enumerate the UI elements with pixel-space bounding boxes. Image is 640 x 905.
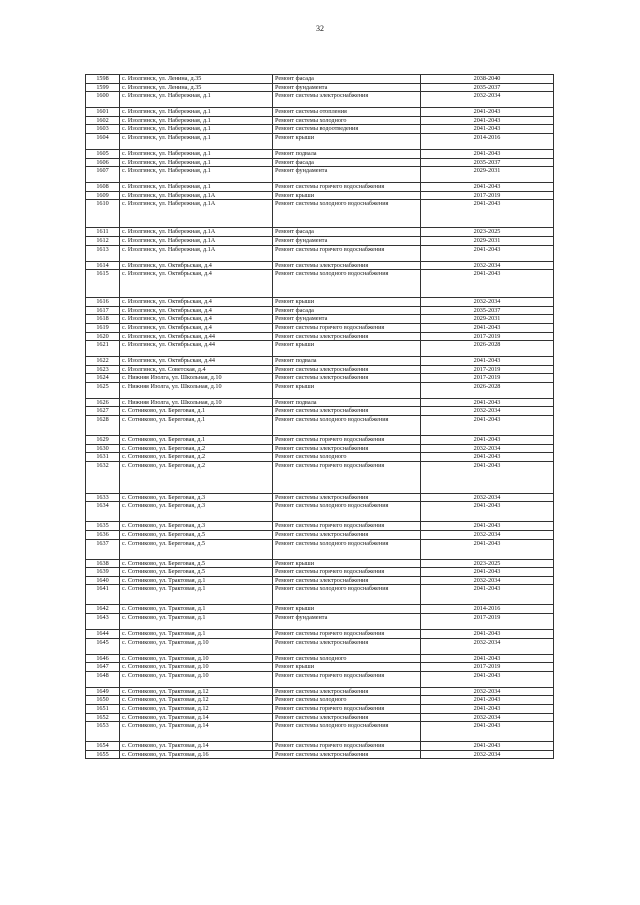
row-address: с. Изолгинск, ул. Набережная, д.1А	[120, 200, 273, 228]
row-address: с. Изолгинск, ул. Набережная, д.1	[120, 125, 273, 134]
table-row	[86, 605, 554, 614]
row-work-type: Ремонт фундамента	[273, 315, 421, 324]
row-number: 1598	[86, 75, 120, 84]
row-work-type: Ремонт системы горячего водоснабжения	[273, 671, 421, 687]
table-row	[86, 332, 554, 341]
table-row	[86, 83, 554, 92]
row-number: 1623	[86, 365, 120, 374]
row-address: с. Сотниково, ул. Трактовая, д.14	[120, 722, 273, 742]
row-work-type: Ремонт системы горячего водоснабжения	[273, 522, 421, 531]
table-row	[86, 341, 554, 357]
row-work-type: Ремонт системы отопления	[273, 108, 421, 117]
row-number: 1621	[86, 341, 120, 357]
row-address: с. Изолгинск, ул. Октябрьская, д.44	[120, 341, 273, 357]
row-number: 1610	[86, 200, 120, 228]
row-period: 2029-2031	[421, 315, 554, 324]
row-period: 2041-2043	[421, 461, 554, 493]
row-period: 2041-2043	[421, 453, 554, 462]
row-number: 1608	[86, 183, 120, 192]
row-period: 2029-2031	[421, 167, 554, 183]
row-work-type: Ремонт крыши	[273, 663, 421, 672]
table-row	[86, 228, 554, 237]
row-address: с. Изолгинск, ул. Октябрьская, д.4	[120, 261, 273, 270]
row-address: с. Сотниково, ул. Трактовая, д.1	[120, 576, 273, 585]
row-address: с. Изолгинск, ул. Набережная, д.1	[120, 116, 273, 125]
row-work-type: Ремонт системы холодного водоснабжения	[273, 502, 421, 522]
row-period: 2041-2043	[421, 416, 554, 436]
row-work-type: Ремонт фасада	[273, 158, 421, 167]
row-period: 2026-2028	[421, 341, 554, 357]
row-address: с. Сотниково, ул. Трактовая, д.10	[120, 654, 273, 663]
table-row	[86, 722, 554, 742]
row-work-type: Ремонт крыши	[273, 191, 421, 200]
row-period: 2032-2034	[421, 750, 554, 759]
table-row	[86, 382, 554, 398]
row-work-type: Ремонт системы холодного	[273, 453, 421, 462]
row-period: 2041-2043	[421, 539, 554, 559]
repair-schedule-table	[85, 74, 554, 759]
page-number: 32	[316, 24, 324, 33]
row-period: 2041-2043	[421, 704, 554, 713]
row-address: с. Нижняя Изолга, ул. Школьная, д.10	[120, 398, 273, 407]
row-period: 2032-2034	[421, 444, 554, 453]
row-number: 1650	[86, 696, 120, 705]
row-number: 1601	[86, 108, 120, 117]
table-row	[86, 398, 554, 407]
row-period: 2032-2034	[421, 407, 554, 416]
table-row	[86, 444, 554, 453]
row-period: 2017-2019	[421, 191, 554, 200]
table-row	[86, 742, 554, 751]
row-period: 2041-2043	[421, 436, 554, 445]
table-row	[86, 671, 554, 687]
row-work-type: Ремонт системы электроснабжения	[273, 332, 421, 341]
row-address: с. Изолгинск, ул. Набережная, д.1	[120, 167, 273, 183]
row-work-type: Ремонт системы электроснабжения	[273, 531, 421, 540]
row-number: 1613	[86, 245, 120, 261]
row-period: 2032-2034	[421, 531, 554, 540]
row-work-type: Ремонт фасада	[273, 228, 421, 237]
row-number: 1617	[86, 306, 120, 315]
row-address: с. Изолгинск, ул. Набережная, д.1	[120, 183, 273, 192]
table-row	[86, 461, 554, 493]
row-address: с. Сотниково, ул. Трактовая, д.1	[120, 630, 273, 639]
row-address: с. Изолгинск, ул. Октябрьская, д.4	[120, 323, 273, 332]
row-address: с. Сотниково, ул. Трактовая, д.1	[120, 614, 273, 630]
row-address: с. Сотниково, ул. Трактовая, д.10	[120, 663, 273, 672]
row-address: с. Изолгинск, ул. Набережная, д.1	[120, 158, 273, 167]
row-number: 1614	[86, 261, 120, 270]
row-number: 1619	[86, 323, 120, 332]
row-number: 1638	[86, 559, 120, 568]
row-number: 1602	[86, 116, 120, 125]
row-number: 1603	[86, 125, 120, 134]
row-period: 2032-2034	[421, 298, 554, 307]
row-number: 1620	[86, 332, 120, 341]
row-period: 2041-2043	[421, 108, 554, 117]
row-period: 2017-2019	[421, 332, 554, 341]
table-row	[86, 663, 554, 672]
table-row	[86, 630, 554, 639]
row-number: 1634	[86, 502, 120, 522]
row-number: 1622	[86, 357, 120, 366]
table-row	[86, 270, 554, 298]
row-address: с. Сотниково, ул. Трактовая, д.14	[120, 713, 273, 722]
table-row	[86, 713, 554, 722]
row-number: 1652	[86, 713, 120, 722]
row-work-type: Ремонт фундамента	[273, 167, 421, 183]
row-period: 2032-2034	[421, 713, 554, 722]
row-period: 2035-2037	[421, 83, 554, 92]
row-period: 2017-2019	[421, 614, 554, 630]
table-row	[86, 245, 554, 261]
table-row	[86, 133, 554, 149]
table-row	[86, 365, 554, 374]
row-period: 2032-2034	[421, 576, 554, 585]
row-work-type: Ремонт подвала	[273, 398, 421, 407]
table-row	[86, 191, 554, 200]
row-address: с. Изолгинск, ул. Набережная, д.1	[120, 92, 273, 108]
row-address: с. Сотниково, ул. Береговая, д.2	[120, 461, 273, 493]
row-period: 2041-2043	[421, 270, 554, 298]
row-period: 2041-2043	[421, 398, 554, 407]
row-period: 2017-2019	[421, 663, 554, 672]
row-period: 2038-2040	[421, 75, 554, 84]
row-address: с. Изолгинск, ул. Октябрьская, д.44	[120, 357, 273, 366]
row-address: с. Нижняя Изолга, ул. Школьная, д.10	[120, 374, 273, 383]
row-work-type: Ремонт системы электроснабжения	[273, 687, 421, 696]
row-address: с. Изолгинск, ул. Октябрьская, д.4	[120, 306, 273, 315]
table-row	[86, 75, 554, 84]
row-number: 1642	[86, 605, 120, 614]
row-number: 1629	[86, 436, 120, 445]
row-number: 1644	[86, 630, 120, 639]
row-number: 1625	[86, 382, 120, 398]
table-row	[86, 357, 554, 366]
row-work-type: Ремонт крыши	[273, 605, 421, 614]
row-period: 2023-2025	[421, 559, 554, 568]
row-number: 1632	[86, 461, 120, 493]
row-number: 1616	[86, 298, 120, 307]
row-number: 1643	[86, 614, 120, 630]
row-work-type: Ремонт системы электроснабжения	[273, 750, 421, 759]
row-period: 2041-2043	[421, 742, 554, 751]
row-work-type: Ремонт системы холодного водоснабжения	[273, 416, 421, 436]
row-address: с. Изолгинск, ул. Набережная, д.1	[120, 108, 273, 117]
row-address: с. Нижняя Изолга, ул. Школьная, д.10	[120, 382, 273, 398]
row-address: с. Изолгинск, ул. Набережная, д.1	[120, 133, 273, 149]
table-row	[86, 407, 554, 416]
table-row	[86, 323, 554, 332]
row-number: 1641	[86, 585, 120, 605]
table-row	[86, 261, 554, 270]
table-row	[86, 236, 554, 245]
row-work-type: Ремонт системы горячего водоснабжения	[273, 704, 421, 713]
row-period: 2041-2043	[421, 671, 554, 687]
row-work-type: Ремонт фундамента	[273, 236, 421, 245]
row-period: 2041-2043	[421, 183, 554, 192]
row-work-type: Ремонт системы электроснабжения	[273, 92, 421, 108]
row-address: с. Сотниково, ул. Береговая, д.3	[120, 522, 273, 531]
row-work-type: Ремонт подвала	[273, 149, 421, 158]
row-work-type: Ремонт системы горячего водоснабжения	[273, 568, 421, 577]
row-number: 1618	[86, 315, 120, 324]
table-row	[86, 92, 554, 108]
row-work-type: Ремонт системы электроснабжения	[273, 638, 421, 654]
row-period: 2032-2034	[421, 92, 554, 108]
row-work-type: Ремонт системы холодного водоснабжения	[273, 585, 421, 605]
row-work-type: Ремонт фасада	[273, 75, 421, 84]
table-row	[86, 687, 554, 696]
table-row	[86, 585, 554, 605]
table-row	[86, 200, 554, 228]
row-address: с. Изолгинск, ул. Набережная, д.1А	[120, 191, 273, 200]
row-period: 2032-2034	[421, 261, 554, 270]
row-address: с. Сотниково, ул. Трактовая, д.10	[120, 638, 273, 654]
row-work-type: Ремонт системы электроснабжения	[273, 713, 421, 722]
table-row	[86, 502, 554, 522]
row-period: 2014-2016	[421, 133, 554, 149]
row-period: 2017-2019	[421, 374, 554, 383]
row-address: с. Сотниково, ул. Трактовая, д.12	[120, 696, 273, 705]
row-address: с. Сотниково, ул. Береговая, д.2	[120, 453, 273, 462]
row-period: 2035-2037	[421, 158, 554, 167]
row-period: 2041-2043	[421, 696, 554, 705]
table-row	[86, 116, 554, 125]
row-address: с. Сотниково, ул. Трактовая, д.14	[120, 742, 273, 751]
row-address: с. Сотниково, ул. Береговая, д.1	[120, 436, 273, 445]
row-number: 1635	[86, 522, 120, 531]
row-number: 1611	[86, 228, 120, 237]
table-row	[86, 183, 554, 192]
row-number: 1600	[86, 92, 120, 108]
row-address: с. Изолгинск, ул. Набережная, д.1А	[120, 245, 273, 261]
row-number: 1633	[86, 493, 120, 502]
row-number: 1646	[86, 654, 120, 663]
table-row	[86, 453, 554, 462]
row-address: с. Изолгинск, ул. Октябрьская, д.4	[120, 315, 273, 324]
row-work-type: Ремонт системы горячего водоснабжения	[273, 742, 421, 751]
row-period: 2023-2025	[421, 228, 554, 237]
row-address: с. Изолгинск, ул. Октябрьская, д.44	[120, 332, 273, 341]
row-work-type: Ремонт системы холодного	[273, 116, 421, 125]
row-period: 2041-2043	[421, 522, 554, 531]
row-number: 1649	[86, 687, 120, 696]
row-work-type: Ремонт системы горячего водоснабжения	[273, 245, 421, 261]
table-row	[86, 158, 554, 167]
row-number: 1612	[86, 236, 120, 245]
row-number: 1628	[86, 416, 120, 436]
row-period: 2041-2043	[421, 585, 554, 605]
row-address: с. Сотниково, ул. Береговая, д.1	[120, 416, 273, 436]
row-number: 1615	[86, 270, 120, 298]
table-row	[86, 436, 554, 445]
row-number: 1639	[86, 568, 120, 577]
row-period: 2041-2043	[421, 357, 554, 366]
row-address: с. Сотниково, ул. Трактовая, д.12	[120, 704, 273, 713]
row-address: с. Изолгинск, ул. Набережная, д.1А	[120, 228, 273, 237]
table-row	[86, 522, 554, 531]
table-row	[86, 306, 554, 315]
row-period: 2041-2043	[421, 323, 554, 332]
row-address: с. Изолгинск, ул. Набережная, д.1А	[120, 236, 273, 245]
row-period: 2041-2043	[421, 502, 554, 522]
table-row	[86, 167, 554, 183]
row-work-type: Ремонт системы электроснабжения	[273, 365, 421, 374]
row-address: с. Изолгинск, ул. Ленина, д.35	[120, 75, 273, 84]
row-work-type: Ремонт системы водоотведения	[273, 125, 421, 134]
row-address: с. Изолгинск, ул. Октябрьская, д.4	[120, 298, 273, 307]
row-number: 1599	[86, 83, 120, 92]
table-body	[86, 75, 554, 759]
row-address: с. Сотниково, ул. Трактовая, д.1	[120, 605, 273, 614]
table-row	[86, 416, 554, 436]
row-work-type: Ремонт системы горячего водоснабжения	[273, 630, 421, 639]
row-work-type: Ремонт крыши	[273, 341, 421, 357]
row-work-type: Ремонт системы горячего водоснабжения	[273, 436, 421, 445]
row-address: с. Сотниково, ул. Береговая, д.5	[120, 531, 273, 540]
row-number: 1653	[86, 722, 120, 742]
table-row	[86, 568, 554, 577]
table-row	[86, 654, 554, 663]
row-address: с. Изолгинск, ул. Ленина, д.35	[120, 83, 273, 92]
row-work-type: Ремонт системы холодного водоснабжения	[273, 200, 421, 228]
row-work-type: Ремонт системы холодного водоснабжения	[273, 722, 421, 742]
row-work-type: Ремонт системы холодного	[273, 696, 421, 705]
row-work-type: Ремонт системы электроснабжения	[273, 576, 421, 585]
row-work-type: Ремонт фасада	[273, 306, 421, 315]
row-address: с. Сотниково, ул. Береговая, д.3	[120, 502, 273, 522]
row-work-type: Ремонт крыши	[273, 298, 421, 307]
table-row	[86, 750, 554, 759]
row-period: 2014-2016	[421, 605, 554, 614]
row-number: 1606	[86, 158, 120, 167]
row-work-type: Ремонт подвала	[273, 357, 421, 366]
table-row	[86, 298, 554, 307]
table-row	[86, 559, 554, 568]
table-row	[86, 531, 554, 540]
row-address: с. Изолгинск, ул. Набережная, д.1	[120, 149, 273, 158]
table-row	[86, 374, 554, 383]
row-number: 1604	[86, 133, 120, 149]
row-number: 1655	[86, 750, 120, 759]
row-number: 1645	[86, 638, 120, 654]
row-period: 2035-2037	[421, 306, 554, 315]
row-address: с. Сотниково, ул. Береговая, д.3	[120, 493, 273, 502]
row-work-type: Ремонт системы горячего водоснабжения	[273, 323, 421, 332]
row-period: 2032-2034	[421, 493, 554, 502]
row-address: с. Сотниково, ул. Береговая, д.1	[120, 407, 273, 416]
row-address: с. Сотниково, ул. Береговая, д.2	[120, 444, 273, 453]
row-address: с. Изолгинск, ул. Советская, д.4	[120, 365, 273, 374]
row-work-type: Ремонт системы холодного водоснабжения	[273, 539, 421, 559]
row-address: с. Изолгинск, ул. Октябрьская, д.4	[120, 270, 273, 298]
row-period: 2041-2043	[421, 245, 554, 261]
row-number: 1609	[86, 191, 120, 200]
table-row	[86, 315, 554, 324]
row-work-type: Ремонт крыши	[273, 382, 421, 398]
row-number: 1631	[86, 453, 120, 462]
row-period: 2041-2043	[421, 149, 554, 158]
row-address: с. Сотниково, ул. Трактовая, д.16	[120, 750, 273, 759]
row-number: 1630	[86, 444, 120, 453]
row-work-type: Ремонт системы электроснабжения	[273, 444, 421, 453]
row-number: 1637	[86, 539, 120, 559]
table-row	[86, 149, 554, 158]
row-number: 1605	[86, 149, 120, 158]
row-number: 1651	[86, 704, 120, 713]
row-period: 2041-2043	[421, 630, 554, 639]
row-number: 1654	[86, 742, 120, 751]
row-number: 1648	[86, 671, 120, 687]
row-number: 1624	[86, 374, 120, 383]
row-number: 1607	[86, 167, 120, 183]
row-number: 1640	[86, 576, 120, 585]
row-number: 1647	[86, 663, 120, 672]
row-work-type: Ремонт системы горячего водоснабжения	[273, 183, 421, 192]
row-number: 1626	[86, 398, 120, 407]
table-row	[86, 125, 554, 134]
table-row	[86, 614, 554, 630]
row-period: 2041-2043	[421, 722, 554, 742]
row-work-type: Ремонт системы электроснабжения	[273, 261, 421, 270]
row-period: 2041-2043	[421, 654, 554, 663]
row-period: 2026-2028	[421, 382, 554, 398]
row-period: 2041-2043	[421, 200, 554, 228]
row-work-type: Ремонт системы электроснабжения	[273, 374, 421, 383]
row-work-type: Ремонт крыши	[273, 559, 421, 568]
row-address: с. Сотниково, ул. Трактовая, д.10	[120, 671, 273, 687]
row-work-type: Ремонт системы электроснабжения	[273, 493, 421, 502]
row-period: 2041-2043	[421, 125, 554, 134]
table-row	[86, 696, 554, 705]
row-address: с. Сотниково, ул. Береговая, д.5	[120, 559, 273, 568]
row-number: 1627	[86, 407, 120, 416]
row-number: 1636	[86, 531, 120, 540]
table-row	[86, 493, 554, 502]
row-work-type: Ремонт крыши	[273, 133, 421, 149]
row-work-type: Ремонт фундамента	[273, 614, 421, 630]
table-row	[86, 638, 554, 654]
table-row	[86, 704, 554, 713]
row-period: 2041-2043	[421, 116, 554, 125]
row-work-type: Ремонт фундамента	[273, 83, 421, 92]
row-work-type: Ремонт системы электроснабжения	[273, 407, 421, 416]
table-row	[86, 539, 554, 559]
row-address: с. Сотниково, ул. Трактовая, д.1	[120, 585, 273, 605]
row-address: с. Сотниково, ул. Береговая, д.5	[120, 539, 273, 559]
row-address: с. Сотниково, ул. Трактовая, д.12	[120, 687, 273, 696]
row-period: 2032-2034	[421, 687, 554, 696]
row-work-type: Ремонт системы холодного	[273, 654, 421, 663]
row-work-type: Ремонт системы горячего водоснабжения	[273, 461, 421, 493]
row-period: 2041-2043	[421, 568, 554, 577]
row-period: 2032-2034	[421, 638, 554, 654]
table-row	[86, 108, 554, 117]
row-period: 2017-2019	[421, 365, 554, 374]
row-period: 2029-2031	[421, 236, 554, 245]
row-work-type: Ремонт системы холодного водоснабжения	[273, 270, 421, 298]
table-row	[86, 576, 554, 585]
row-address: с. Сотниково, ул. Береговая, д.5	[120, 568, 273, 577]
